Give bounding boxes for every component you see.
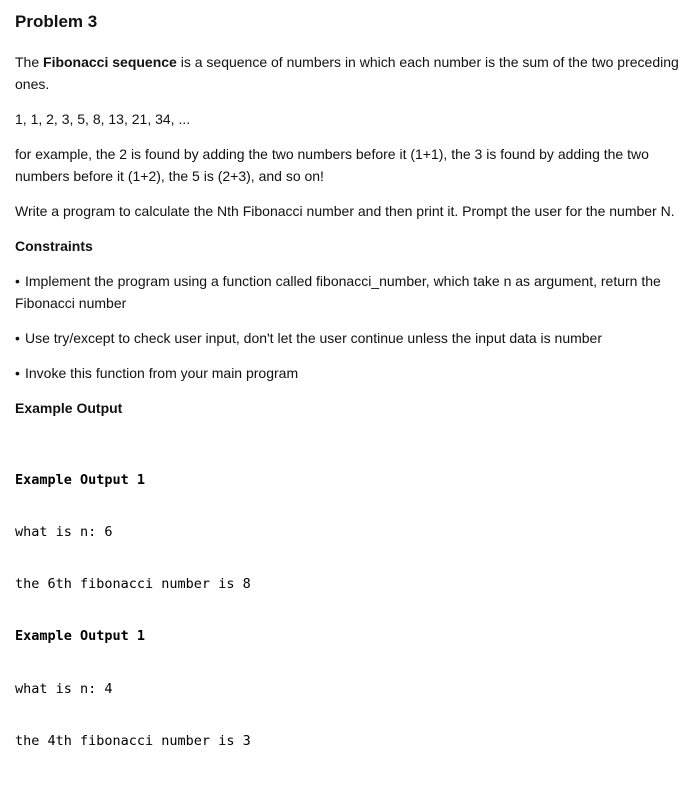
intro-prefix: The bbox=[15, 54, 44, 70]
code-line: what is n: 4 bbox=[15, 680, 113, 697]
constraint-item bbox=[15, 362, 690, 384]
code-line: Example Output 1 bbox=[15, 471, 146, 488]
code-line: the 6th fibonacci number is 8 bbox=[15, 576, 251, 593]
page-title: Problem 3 bbox=[15, 12, 98, 31]
code-line: what is n: 6 bbox=[15, 524, 113, 541]
example-output-heading: Example Output bbox=[15, 400, 123, 416]
constraint-text: Implement the program using a function called fibonacci_number, which take n as argument, return the Fibonacci number bbox=[15, 273, 661, 311]
code-line: Example Output 1 bbox=[15, 628, 146, 645]
example-output-code bbox=[15, 437, 690, 785]
code-line: the 4th fibonacci number is 3 bbox=[15, 732, 251, 749]
intro-paragraph bbox=[15, 51, 690, 95]
problem-document bbox=[15, 10, 690, 785]
constraints-heading: Constraints bbox=[15, 238, 93, 254]
sequence-line: 1, 1, 2, 3, 5, 8, 13, 21, 34, ... bbox=[15, 111, 191, 127]
constraint-text: Use try/except to check user input, don't let the user continue unless the input data is number bbox=[25, 330, 603, 346]
task-paragraph: Write a program to calculate the Nth Fibonacci number and then print it. Prompt the user for the number N. bbox=[15, 203, 675, 219]
constraint-text: Invoke this function from your main program bbox=[25, 365, 299, 381]
fibonacci-term: Fibonacci sequence bbox=[43, 54, 177, 70]
bullet-icon: • bbox=[15, 365, 20, 381]
constraint-item bbox=[15, 270, 690, 314]
constraint-item bbox=[15, 327, 690, 349]
bullet-icon: • bbox=[15, 330, 20, 346]
bullet-icon: • bbox=[15, 273, 20, 289]
example-paragraph: for example, the 2 is found by adding the two numbers before it (1+1), the 3 is found by adding the two numbers before it (1+2), the 5 is (2+3), and so on! bbox=[15, 146, 649, 184]
intro-suffix: is a sequence of numbers in which each number is the sum of the two preceding ones. bbox=[15, 54, 679, 92]
